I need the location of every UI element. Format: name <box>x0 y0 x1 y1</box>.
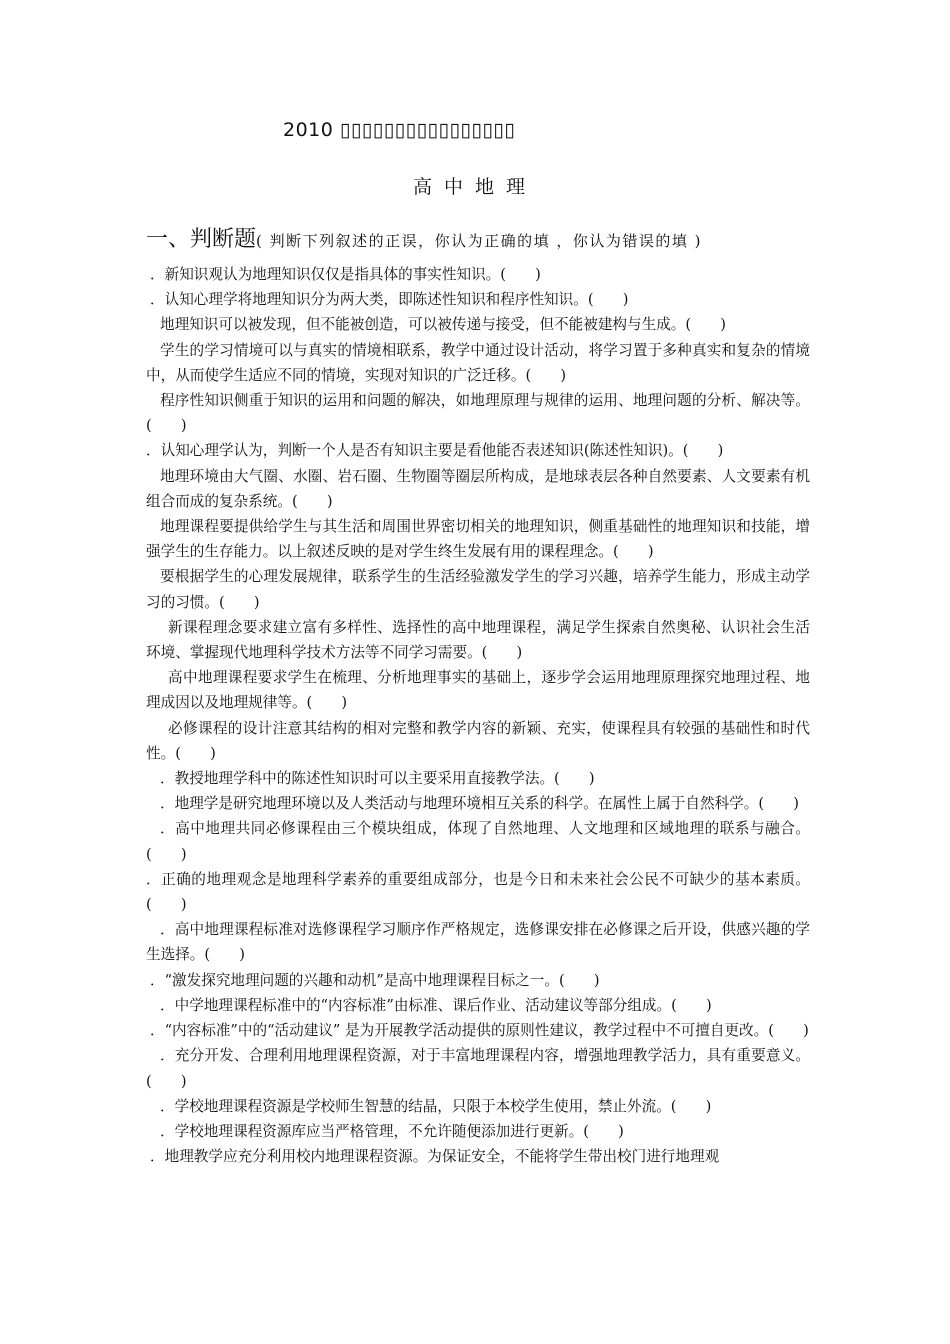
question-item: ．学校地理课程资源库应当严格管理，不允许随便添加进行更新。( ) <box>160 1122 624 1140</box>
question-item: ．新知识观认为地理知识仅仅是指具体的事实性知识。( ) <box>150 266 541 283</box>
question-item: 新课程理念要求建立富有多样性、选择性的高中地理课程，满足学生探索自然奥秘、认识社会生活环境、掌握现代地理科学技术方法等不同学习需要。( ) <box>146 618 810 662</box>
question-item: ．认知心理学将地理知识分为两大类，即陈述性知识和程序性知识。( ) <box>150 291 629 309</box>
question-item: ．高中地理共同必修课程由三个模块组成，体现了自然地理、人文地理和区域地理的联系与融合。( ) <box>146 820 810 863</box>
question-item: ．高中地理课程标准对选修课程学习顺序作严格规定，选修课安排在必修课之后开设，供感兴趣的学生选择。( ) <box>146 921 810 964</box>
question-item: 必修课程的设计注意其结构的相对完整和教学内容的新颖、充实，使课程具有较强的基础性和时代性。( ) <box>146 719 810 762</box>
question-item: ．学校地理课程资源是学校师生智慧的结晶，只限于本校学生使用，禁止外流。( ) <box>160 1097 712 1115</box>
document-title: 2010 ▯▯▯▯▯▯▯▯▯▯▯▯▯▯▯▯ <box>283 119 516 141</box>
question-item: 学生的学习情境可以与真实的情境相联系，教学中通过设计活动，将学习置于多种真实和复杂的情境中，从而使学生适应不同的情境，实现对知识的广泛迁移。( ) <box>146 341 810 384</box>
section-heading-label: 一、判断题 <box>146 227 257 252</box>
question-item: ．地理学是研究地理环境以及人类活动与地理环境相互关系的科学。在属性上属于自然科学。( ) <box>160 795 799 813</box>
question-item: 要根据学生的心理发展规律，联系学生的生活经验激发学生的学习兴趣，培养学生能力，形成主动学习的习惯。( ) <box>146 568 810 611</box>
question-item: 地理知识可以被发现，但不能被创造，可以被传递与接受，但不能被建构与生成。( ) <box>160 316 726 334</box>
section-instruction: ( 判断下列叙述的正误，你认为正确的填 ，你认为错误的填 ) <box>256 232 703 250</box>
question-item: ．“激发探究地理问题的兴趣和动机”是高中地理课程目标之一。( ) <box>150 971 600 989</box>
question-item: 高中地理课程要求学生在梳理、分析地理事实的基础上，逐步学会运用地理原理探究地理过程、地理成因以及地理规律等。( ) <box>146 669 810 712</box>
question-item: ．“内容标准”中的“活动建议” 是为开展教学活动提供的原则性建议，教学过程中不可擅自更改。( ) <box>150 1022 809 1040</box>
question-item: ．充分开发、合理利用地理课程资源，对于丰富地理课程内容，增强地理教学活力，具有重要意义。( ) <box>146 1047 810 1090</box>
question-item: 地理环境由大气圈、水圈、岩石圈、生物圈等圈层所构成，是地球表层各种自然要素、人文要素有机组合而成的复杂系统。( ) <box>146 467 810 510</box>
subject-title: 高中地理 <box>412 176 537 198</box>
question-item: ．中学地理课程标准中的“内容标准”由标准、课后作业、活动建议等部分组成。( ) <box>160 996 712 1014</box>
question-item: ．地理教学应充分利用校内地理课程资源。为保证安全，不能将学生带出校门进行地理观 <box>150 1148 720 1166</box>
question-item: ．认知心理学认为，判断一个人是否有知识主要是看他能否表述知识(陈述性知识)。( ) <box>146 442 724 460</box>
question-list <box>146 262 810 1169</box>
question-item: 程序性知识侧重于知识的运用和问题的解决，如地理原理与规律的运用、地理问题的分析、解决等。( ) <box>146 392 810 435</box>
question-item: 地理课程要提供给学生与其生活和周围世界密切相关的地理知识，侧重基础性的地理知识和技能，增强学生的生存能力。以上叙述反映的是对学生终生发展有用的课程理念。( ) <box>146 518 810 561</box>
question-item: ．教授地理学科中的陈述性知识时可以主要采用直接教学法。( ) <box>160 770 595 788</box>
section-heading <box>146 222 702 253</box>
question-item: ．正确的地理观念是地理科学素养的重要组成部分，也是今日和未来社会公民不可缺少的基本素质。( ) <box>146 870 810 914</box>
